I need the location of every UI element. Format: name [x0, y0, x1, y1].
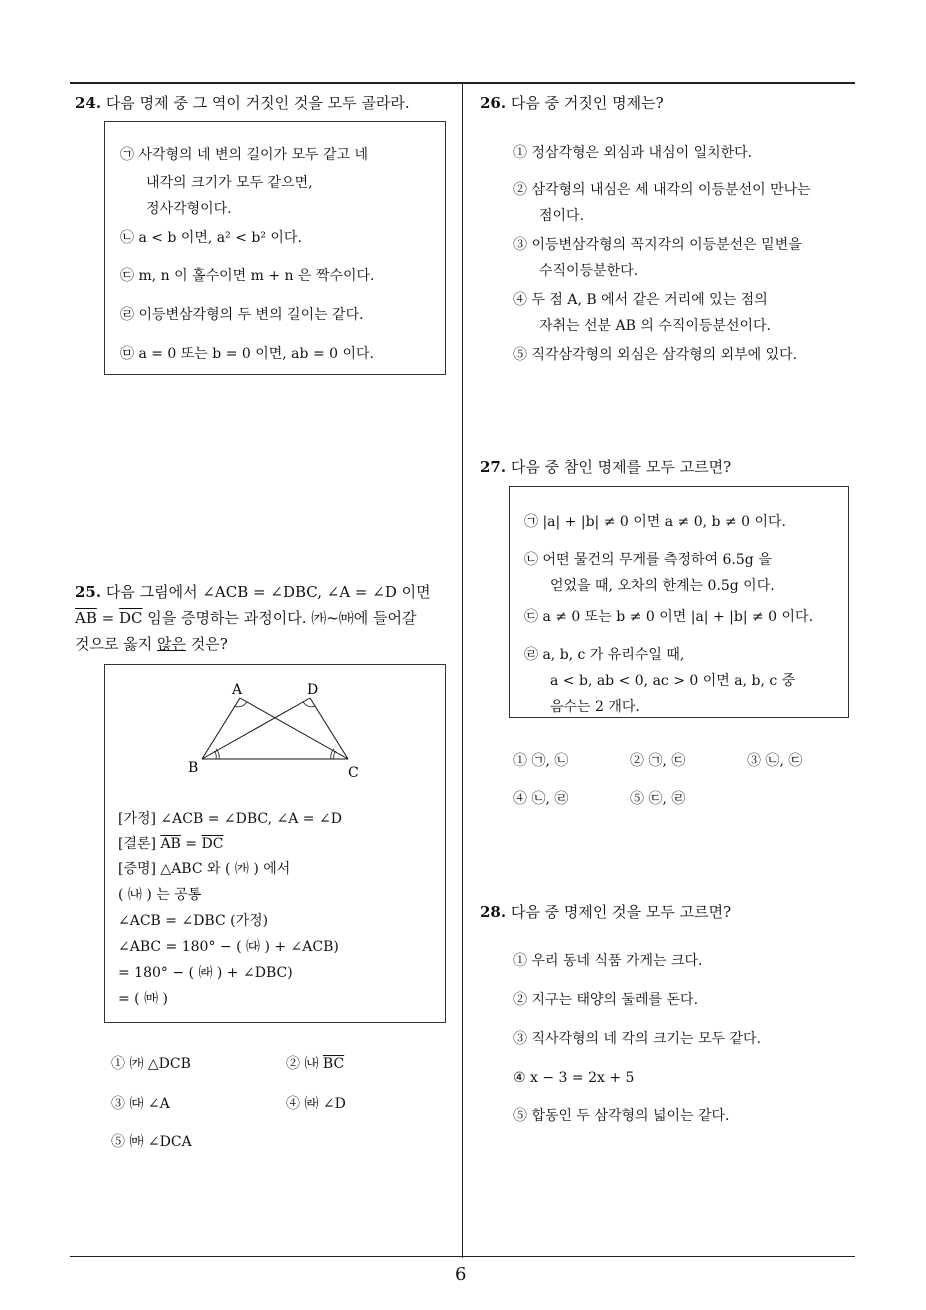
- q24-item-1-cont: 정사각형이다.: [146, 201, 232, 217]
- question-text: 다음 중 참인 명제를 모두 고르면?: [510, 458, 732, 476]
- question-text-line-1: 다음 그림에서 ∠ACB = ∠DBC, ∠A = ∠D 이면: [105, 583, 431, 601]
- segment-bc: $\overline{BC}$: [322, 1056, 345, 1072]
- question-25-line-2: [75, 607, 417, 629]
- segment-dc: $\overline{DC}$: [201, 836, 224, 852]
- question-number: 25.: [75, 583, 102, 601]
- column-divider: [462, 83, 463, 1258]
- equals: =: [96, 609, 119, 627]
- q26-choice-2[interactable]: ② 삼각형의 내심은 세 내각의 이등분선이 만나는: [513, 182, 811, 198]
- question-text-line-2: 임을 증명하는 과정이다. ㈎~㈒에 들어갈: [142, 609, 417, 627]
- q24-item-4: ㉣ 이등변삼각형의 두 변의 길이는 같다.: [120, 307, 364, 323]
- q28-choice-1[interactable]: ① 우리 동네 식품 가게는 크다.: [513, 953, 703, 969]
- q27-item-2-cont: 얻었을 때, 오차의 한계는 0.5g 이다.: [550, 578, 775, 594]
- q25-choice-1[interactable]: ① ㈎ △DCB: [111, 1056, 191, 1072]
- q24-item-5: ㉤ a = 0 또는 b = 0 이면, ab = 0 이다.: [120, 346, 374, 362]
- q26-choice-1[interactable]: ① 정삼각형은 외심과 내심이 일치한다.: [513, 145, 753, 161]
- proof-line: [증명] △ABC 와 ( ㈎ ) 에서: [118, 861, 291, 877]
- proof-line: = 180° − ( ㈑ ) + ∠DBC): [118, 965, 293, 981]
- bottom-rule: [70, 1256, 855, 1257]
- q24-item-1: ㉠ 사각형의 네 변의 길이가 모두 같고 네: [120, 147, 369, 163]
- q25-choice-4[interactable]: ④ ㈑ ∠D: [286, 1096, 346, 1112]
- question-text-line-3-end: 것은?: [185, 635, 228, 653]
- segment-ab: $\overline{AB}$: [160, 836, 181, 852]
- q24-item-1-cont: 내각의 크기가 모두 같으면,: [146, 175, 313, 191]
- q26-choice-3[interactable]: ③ 이등변삼각형의 꼭지각의 이등분선은 밑변을: [513, 237, 802, 253]
- proof-conclusion: [118, 834, 223, 854]
- question-text-line-3: 것으로 옳지: [75, 635, 157, 653]
- segment-DC: [310, 698, 348, 759]
- question-text: 다음 중 명제인 것을 모두 고르면?: [510, 903, 732, 921]
- q27-item-1: ㉠ |a| + |b| ≠ 0 이면 a ≠ 0, b ≠ 0 이다.: [524, 514, 786, 530]
- question-25: [75, 581, 431, 603]
- question-26: [480, 92, 664, 114]
- question-text: 다음 중 거짓인 명제는?: [510, 94, 664, 112]
- q25-choice-5[interactable]: ⑤ ㈒ ∠DCA: [111, 1134, 192, 1150]
- underlined-not: 않은: [157, 635, 186, 653]
- q28-choice-4[interactable]: ④ x − 3 = 2x + 5: [513, 1070, 635, 1086]
- proof-line: ( ㈏ ) 는 공통: [118, 887, 202, 903]
- question-27: [480, 456, 731, 478]
- label-C: C: [348, 765, 359, 781]
- q27-item-3: ㉢ a ≠ 0 또는 b ≠ 0 이면 |a| + |b| ≠ 0 이다.: [524, 609, 814, 625]
- q25-choice-2[interactable]: [286, 1054, 344, 1074]
- q27-choice-5[interactable]: ⑤ ㉢, ㉣: [630, 791, 686, 807]
- segment-ab: $\overline{AB}$: [75, 609, 97, 627]
- q26-choice-2-cont: 점이다.: [539, 208, 585, 224]
- label-A: A: [232, 682, 243, 698]
- question-text: 다음 명제 중 그 역이 거짓인 것을 모두 골라라.: [105, 94, 410, 112]
- segment-AB: [202, 698, 240, 759]
- label-D: D: [307, 682, 319, 698]
- question-number: 28.: [480, 903, 507, 921]
- question-25-line-3: [75, 633, 228, 655]
- proof-line: = ( ㈒ ): [118, 991, 169, 1007]
- q27-choice-3[interactable]: ③ ㉡, ㉢: [747, 753, 803, 769]
- equals: =: [180, 836, 202, 852]
- q28-choice-5[interactable]: ⑤ 합동인 두 삼각형의 넓이는 같다.: [513, 1108, 730, 1124]
- q27-choice-2[interactable]: ② ㉠, ㉢: [630, 753, 686, 769]
- q26-choice-4[interactable]: ④ 두 점 A, B 에서 같은 거리에 있는 점의: [513, 292, 768, 308]
- proof-assumption: [가정] ∠ACB = ∠DBC, ∠A = ∠D: [118, 811, 342, 827]
- q27-item-4-cont: 음수는 2 개다.: [550, 699, 640, 715]
- q28-choice-2[interactable]: ② 지구는 태양의 둘레를 돈다.: [513, 992, 699, 1008]
- q27-item-4: ㉣ a, b, c 가 유리수일 때,: [524, 647, 685, 663]
- q27-choice-1[interactable]: ① ㉠, ㉡: [513, 753, 569, 769]
- q24-item-3: ㉢ m, n 이 홀수이면 m + n 은 짝수이다.: [120, 268, 375, 284]
- q26-choice-3-cont: 수직이등분한다.: [539, 263, 639, 279]
- page-number: 6: [455, 1264, 467, 1285]
- label-B: B: [188, 760, 199, 776]
- proof-conclusion-label: [결론]: [118, 836, 161, 852]
- proof-line: ∠ABC = 180° − ( ㈐ ) + ∠ACB): [118, 939, 339, 955]
- question-24: [75, 92, 410, 114]
- question-28: [480, 901, 731, 923]
- triangle-figure: [180, 680, 380, 790]
- question-number: 27.: [480, 458, 507, 476]
- q26-choice-5[interactable]: ⑤ 직각삼각형의 외심은 삼각형의 외부에 있다.: [513, 347, 798, 363]
- question-number: 26.: [480, 94, 507, 112]
- q26-choice-4-cont: 자취는 선분 AB 의 수직이등분선이다.: [539, 318, 771, 334]
- proof-line: ∠ACB = ∠DBC (가정): [118, 913, 269, 929]
- q27-item-2: ㉡ 어떤 물건의 무게를 측정하여 6.5g 을: [524, 552, 772, 568]
- q28-choice-3[interactable]: ③ 직사각형의 네 각의 크기는 모두 같다.: [513, 1031, 762, 1047]
- q27-item-4-cont: a < b, ab < 0, ac > 0 이면 a, b, c 중: [550, 673, 796, 689]
- question-number: 24.: [75, 94, 102, 112]
- choice-label: ② ㈏: [286, 1056, 323, 1072]
- q27-choice-4[interactable]: ④ ㉡, ㉣: [513, 791, 569, 807]
- segment-dc: $\overline{DC}$: [118, 609, 143, 627]
- q25-choice-3[interactable]: ③ ㈐ ∠A: [111, 1096, 170, 1112]
- q24-item-2: ㉡ a < b 이면, a² < b² 이다.: [120, 230, 302, 246]
